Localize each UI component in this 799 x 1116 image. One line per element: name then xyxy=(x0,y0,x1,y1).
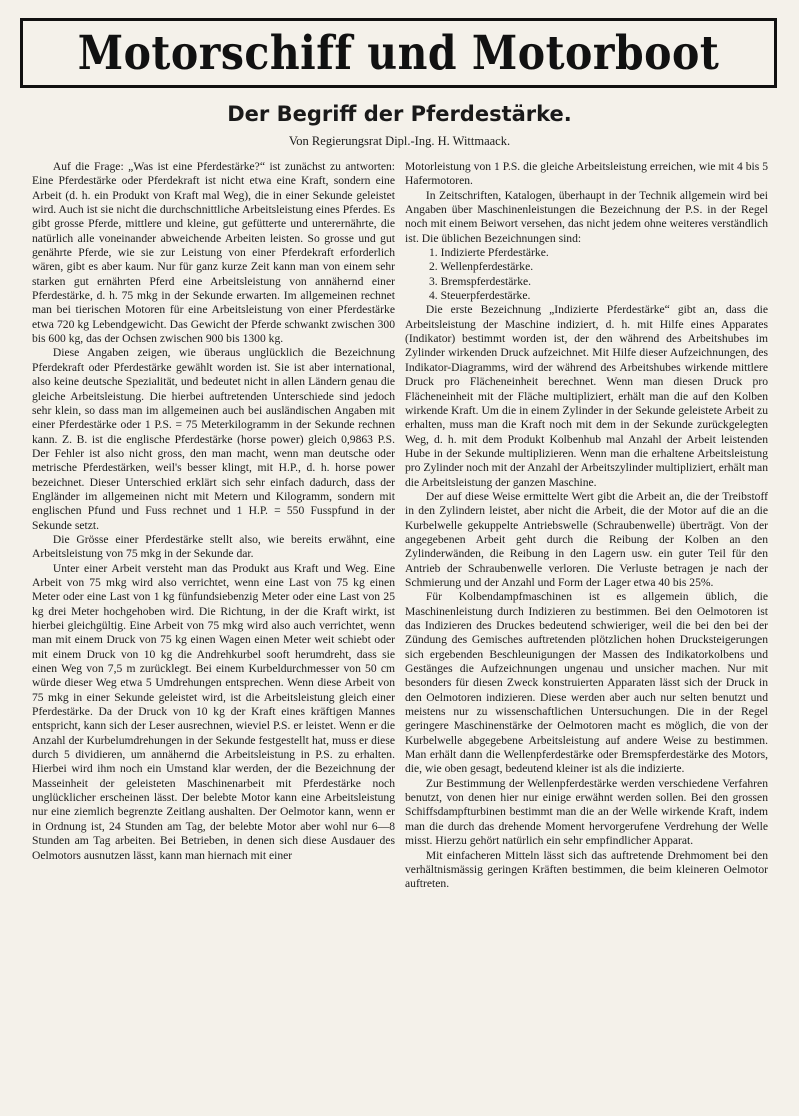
paragraph: Für Kolbendampfmaschinen ist es allgemein üblich, die Maschinenleistung durch Indizieren zu bestimmen. Bei den Oelmotoren ist das Indizieren des Druckes bedeutend schwieriger, weil die bei den bei der Zündung des Gemisches auftretenden plötzlichen hohen Drucksteigerungen sich ergebenden Beschleunigungen der Massen des Indikatorkolbens und Gestänges die Aufzeichnungen ungenau und unsicher machen. Nur mit besonders für diesen Zweck konstruierten Apparaten lässt sich der Druck in den Oelmotoren indizieren. Diese werden aber auch nur selten benutzt und meistens nur zu wissenschaftlichen Untersuchungen. Die in der Regel geringere Maschinenstärke der Oelmotoren macht es möglich, die von der Kurbelwelle abgegebene Arbeitsleistung auf andere Weise zu bestimmen. Man erhält dann die Wellenpferdestärke oder Bremspferdestärke des Motors, die, wie oben gesagt, bedeutend kleiner ist als die indizierte. xyxy=(405,590,768,776)
masthead-title: Motorschiff und Motorboot xyxy=(77,25,720,81)
paragraph: Diese Angaben zeigen, wie überaus unglücklich die Bezeichnung Pferdekraft oder Pferdestärke gewählt worden ist. Sie ist aber international, also keine deutsche Spezialität, und bedeutet nicht in allen Ländern genau die gleiche Arbeitsleistung. Die hierbei auftretenden Unterschiede sind jedoch sehr klein, so dass man im allgemeinen auch bei ausländischen Angaben mit einer Pferdestärke oder 1 P.S. = 75 Meterkilogramm in der Sekunde rechnen kann. Z. B. ist die englische Pferdestärke (horse power) gleich 0,9863 P.S. Der Fehler ist also nicht gross, den man macht, wenn man deutsche oder metrische Pferdestärken, weil's besser klingt, mit H.P., d. h. horse power bezeichnet. Dieser Unterschied erklärt sich sehr einfach dadurch, dass der Engländer im allgemeinen nicht mit Metern und Kilogramm, sondern mit englischen Pfund und Fuss rechnet und 1 H.P. = 550 Fusspfund in der Sekunde setzt. xyxy=(32,346,395,532)
list-item: 3. Bremspferdestärke. xyxy=(429,274,532,288)
paragraph: Mit einfacheren Mitteln lässt sich das auftretende Drehmoment bei den verhältnismässig geringen Kräften bestimmen, die beim kleineren Oelmotor auftreten. xyxy=(405,848,768,891)
article-title: Der Begriff der Pferdestärke. xyxy=(227,102,572,126)
masthead-frame xyxy=(20,18,777,88)
designation-list xyxy=(405,246,768,303)
paragraph: Der auf diese Weise ermittelte Wert gibt die Arbeit an, die der Treibstoff in den Zylindern leistet, aber nicht die Arbeit, die der Motor auf die an die Kurbelwelle gekuppelte Antriebswelle (Schraubenwelle) überträgt. Von der angegebenen Arbeit geht durch die Reibung der Kolben an den Zylinderwänden, die Reibung in den Lagern usw. ein guter Teil für den Antrieb der Schraubenwelle verloren. Die Verluste betragen je nach der Schmierung und der Anzahl und Form der Lager etwa 40 bis 25%. xyxy=(405,489,768,589)
paragraph: Auf die Frage: „Was ist eine Pferdestärke?“ ist zunächst zu antworten: Eine Pferdestärke oder Pferdekraft ist nicht etwa eine Kraft, sondern eine Arbeit (d. h. ein Produkt von Kraft mal Weg), die in einer Sekunde geleistet wird. Auch ist sie nicht die durchschnittliche Arbeitsleistung eines Pferdes. Es gibt grosse Pferde, mittlere und kleine, gut gefütterte und unterernährte, die natürlich alle voneinander abweichende Arbeiten leisten. So grosse und gut genährte Pferde, wie sie zur Leistung von einer Pferdekraft erforderlich wären, gibt es aber kaum. Nur für ganz kurze Zeit kann man von einem sehr starken gut ernährten Pferd eine Arbeitsleistung von annähernd einer Pferdestärke, d. h. 75 mkg in der Sekunde erwarten. Im allgemeinen rechnet man bei tierischen Motoren für eine Arbeitsleistung von einer Pferdestärke etwa 720 kg Lebendgewicht. Das Gewicht der Pferde schwankt zwischen 300 bis 600 kg, das der Ochsen zwischen 900 bis 1300 kg. xyxy=(32,160,395,346)
left-column xyxy=(32,160,395,863)
paragraph: Die erste Bezeichnung „Indizierte Pferdestärke“ gibt an, dass die Arbeitsleistung der Maschine indiziert, d. h. mit Hilfe eines Apparates (Indikator) bestimmt worden ist, der den während des Arbeitshubes im Zylinder wirkenden Druck aufzeichnet. Mit Hilfe dieser Aufzeichnungen, des Indikator-Diagramms, wird der während des Arbeitshubes wirkende mittlere Druck pro Flächeneinheit berechnet. Wenn man diesen Druck pro Flächeneinheit mit der Fläche multipliziert, erhält man die auf den Kolben wirkende Kraft. Um die in einem Zylinder in der Sekunde geleistete Arbeit zu erhalten, muss man die Kraft noch mit dem in der Sekunde zurückgelegten Weg, d. h. mit dem Produkt Kolbenhub mal Anzahl der Arbeit leistenden Hube in der Sekunde multiplizieren. Wenn man die erhaltene Arbeitsleistung pro Zylinder noch mit der Anzahl der Arbeitszylinder multipliziert, erhält man die Arbeitsleistung der ganzen Maschine. xyxy=(405,303,768,489)
list-item: 1. Indizierte Pferdestärke. xyxy=(429,246,549,260)
paragraph: Zur Bestimmung der Wellenpferdestärke werden verschiedene Verfahren benutzt, von denen hier nur einige erwähnt werden sollen. Bei den grossen Schiffsdampfturbinen bestimmt man die an der Welle wirkende Kraft, indem man die durch das drehende Moment hervorgerufene Verdrehung der Welle misst. Hierzu gehört natürlich ein sehr empfindlicher Apparat. xyxy=(405,776,768,848)
paragraph: Unter einer Arbeit versteht man das Produkt aus Kraft und Weg. Eine Arbeit von 75 mkg wird also verrichtet, wenn eine Last von 75 kg einen Meter oder eine Last von 1 kg fünfundsiebenzig Meter oder eine Last von 25 kg drei Meter hochgehoben wird. Die Richtung, in der die Kraft wirkt, ist hierbei gleichgültig. Eine Arbeit von 75 mkg wird also auch verrichtet, wenn man mit einem Druck von 75 kg einen Wagen einen Meter weit schiebt oder mit einem Druck von 10 kg die Andrehkurbel sooft herumdreht, dass sie einen Weg von 7,5 m zurücklegt. Bei einem Kurbeldurchmesser von 50 cm würde dieser Weg etwa 5 Umdrehungen entsprechen. Wenn diese Arbeit von 75 mkg in einer Sekunde geleistet wird, ist die Arbeitsleistung gleich einer Pferdestärke. Da der Druck von 10 kg der Kraft eines kräftigen Mannes entspricht, kann sich der Leser ausrechnen, wieviel P.S. er leistet. Wenn er die Anzahl der Kurbelumdrehungen in der Sekunde festgestellt hat, muss er diese durch 5 dividieren, um annähernd die Arbeitsleistung in P.S. zu erhalten. Hierbei wird ihm noch ein Umstand klar werden, der die Bezeichnung der Masseinheit der geleisteten Maschinenarbeit mit Pferdestärke noch unglücklicher erscheinen lässt. Der belebte Motor kann eine Arbeitsleistung nur eine ziemlich begrenzte Zeitlang aushalten. Der Oelmotor kann, wenn er in Ordnung ist, 24 Stunden am Tag, der belebte Motor aber wohl nur 6—8 Stunden am Tag arbeiten. Bei Betrieben, in denen sich diese Ausdauer des Oelmotors ausnutzen lässt, kann man hiernach mit einer xyxy=(32,561,395,862)
paragraph: In Zeitschriften, Katalogen, überhaupt in der Technik allgemein wird bei Angaben über Maschinenleistungen die Bezeichnung der P.S. in der Regel noch mit einem Beiwort versehen, das nicht jedem ohne weiteres verständlich ist. Die üblichen Bezeichnungen sind: xyxy=(405,188,768,245)
right-column xyxy=(405,160,768,892)
list-item: 4. Steuerpferdestärke. xyxy=(429,289,531,303)
paragraph-continuation: Motorleistung von 1 P.S. die gleiche Arbeitsleistung erreichen, wie mit 4 bis 5 Hafermotoren. xyxy=(405,160,768,188)
list-item: 2. Wellenpferdestärke. xyxy=(429,260,534,274)
paragraph: Die Grösse einer Pferdestärke stellt also, wie bereits erwähnt, eine Arbeitsleistung von 75 mkg in der Sekunde dar. xyxy=(32,532,395,561)
byline: Von Regierungsrat Dipl.-Ing. H. Wittmaack. xyxy=(288,134,511,148)
